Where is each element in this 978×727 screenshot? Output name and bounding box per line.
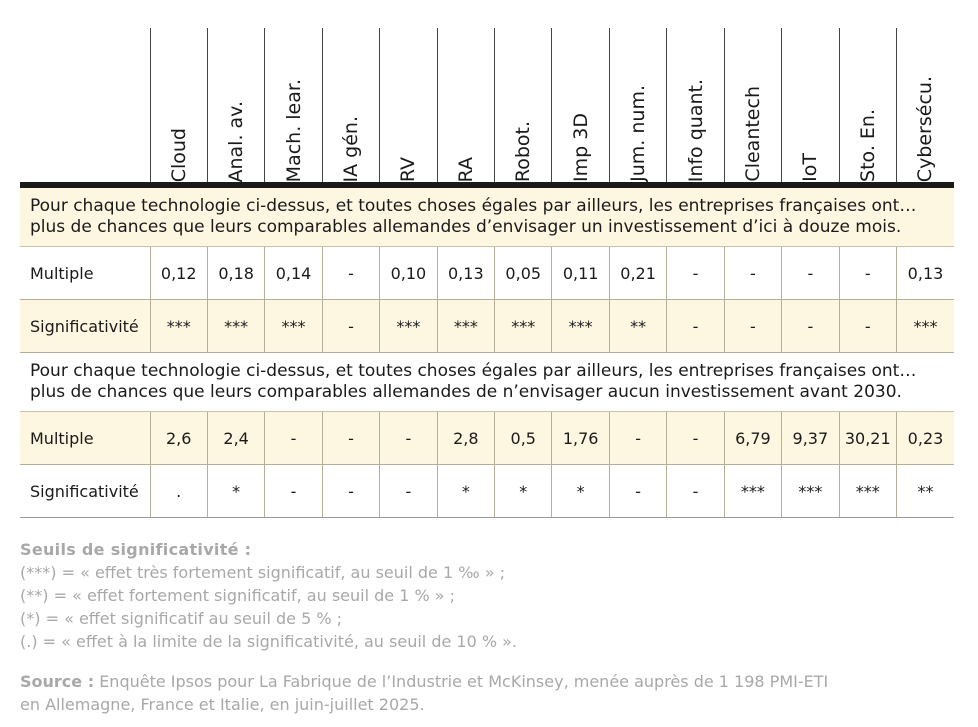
signif-value: - — [724, 300, 781, 353]
multiple-value: 9,37 — [782, 412, 839, 465]
technology-label: Cloud — [167, 127, 190, 182]
technology-header — [265, 28, 322, 185]
technology-header — [380, 28, 437, 185]
signif-value: - — [265, 465, 322, 518]
signif-value: *** — [380, 300, 437, 353]
legend-line: (.) = « effet à la limite de la significativité, au seuil de 10 % ». — [20, 632, 518, 651]
technology-label: Info quant. — [684, 78, 707, 182]
technology-header — [150, 28, 207, 185]
section2-multiple-row — [20, 412, 954, 465]
results-table — [20, 28, 954, 518]
signif-value: *** — [782, 465, 839, 518]
signif-value: - — [839, 300, 896, 353]
section2-multiple-label: Multiple — [20, 412, 150, 465]
technology-header — [609, 28, 666, 185]
signif-value: ** — [896, 465, 954, 518]
signif-value: . — [150, 465, 207, 518]
technology-label: Jum. num. — [627, 85, 650, 182]
technology-label: Robot. — [512, 120, 535, 182]
section2-signif-row — [20, 465, 954, 518]
signif-value: *** — [265, 300, 322, 353]
section1-multiple-row — [20, 247, 954, 300]
multiple-value: - — [839, 247, 896, 300]
signif-value: *** — [207, 300, 264, 353]
multiple-value: 2,8 — [437, 412, 494, 465]
source-text-line2: en Allemagne, France et Italie, en juin-juillet 2025. — [20, 695, 425, 714]
signif-value: * — [495, 465, 552, 518]
multiple-value: 0,18 — [207, 247, 264, 300]
technology-header — [667, 28, 724, 185]
signif-value: *** — [552, 300, 609, 353]
technology-label: IA gén. — [339, 115, 362, 182]
signif-value: ** — [609, 300, 666, 353]
multiple-value: - — [322, 412, 379, 465]
technology-header — [839, 28, 896, 185]
multiple-value: 0,14 — [265, 247, 322, 300]
signif-value: - — [667, 465, 724, 518]
multiple-value: 1,76 — [552, 412, 609, 465]
signif-value: *** — [839, 465, 896, 518]
signif-value: - — [322, 465, 379, 518]
multiple-value: 0,5 — [495, 412, 552, 465]
signif-value: *** — [495, 300, 552, 353]
technology-header — [782, 28, 839, 185]
multiple-value: - — [667, 412, 724, 465]
technology-header — [207, 28, 264, 185]
multiple-value: - — [265, 412, 322, 465]
signif-value: - — [322, 300, 379, 353]
multiple-value: 0,11 — [552, 247, 609, 300]
technology-label: Anal. av. — [225, 100, 248, 182]
multiple-value: 6,79 — [724, 412, 781, 465]
technology-header — [437, 28, 494, 185]
signif-value: - — [667, 300, 724, 353]
signif-value: *** — [437, 300, 494, 353]
multiple-value: - — [609, 412, 666, 465]
signif-value: - — [782, 300, 839, 353]
multiple-value: 0,21 — [609, 247, 666, 300]
technology-label: IoT — [799, 153, 822, 182]
section1-signif-label: Significativité — [20, 300, 150, 353]
signif-value: *** — [724, 465, 781, 518]
technology-label: Cleantech — [741, 86, 764, 182]
source-text-line1: Enquête Ipsos pour La Fabrique de l’Industrie et McKinsey, menée auprès de 1 198 PMI-ETI — [94, 672, 829, 691]
technology-label: RV — [397, 156, 420, 182]
section1-multiple-label: Multiple — [20, 247, 150, 300]
multiple-value: 0,23 — [896, 412, 954, 465]
technology-header — [896, 28, 954, 185]
section1-note-row — [20, 185, 954, 247]
multiple-value: - — [782, 247, 839, 300]
multiple-value: 0,13 — [896, 247, 954, 300]
multiple-value: 0,13 — [437, 247, 494, 300]
section2-note-line2: plus de chances que leurs comparables allemandes de n’envisager aucun investissement avant 2030. — [30, 382, 902, 402]
section1-note — [20, 185, 954, 247]
signif-value: * — [207, 465, 264, 518]
multiple-value: 2,6 — [150, 412, 207, 465]
technology-header — [724, 28, 781, 185]
source-label: Source : — [20, 672, 95, 691]
technology-label: Mach. lear. — [282, 78, 305, 182]
technology-header — [495, 28, 552, 185]
multiple-value: 2,4 — [207, 412, 264, 465]
signif-value: * — [437, 465, 494, 518]
multiple-value: - — [667, 247, 724, 300]
section1-note-line1: Pour chaque technologie ci-dessus, et toutes choses égales par ailleurs, les entreprises françaises ont… — [30, 196, 917, 216]
technology-header-row — [20, 28, 954, 185]
multiple-value: 0,12 — [150, 247, 207, 300]
source-note — [20, 670, 960, 716]
signif-value: - — [380, 465, 437, 518]
technology-label: Imp 3D — [569, 113, 592, 182]
section2-note — [20, 353, 954, 412]
signif-value: - — [609, 465, 666, 518]
signif-value: *** — [150, 300, 207, 353]
legend-line: (**) = « effet fortement significatif, au seuil de 1 % » ; — [20, 586, 456, 605]
multiple-value: 30,21 — [839, 412, 896, 465]
legend-line: (*) = « effet significatif au seuil de 5 % ; — [20, 609, 343, 628]
multiple-value: - — [724, 247, 781, 300]
section2-note-row — [20, 353, 954, 412]
legend-title: Seuils de significativité : — [20, 540, 252, 559]
technology-header — [552, 28, 609, 185]
technology-label: RA — [454, 156, 477, 182]
multiple-value: - — [322, 247, 379, 300]
technology-header — [322, 28, 379, 185]
section1-note-line2: plus de chances que leurs comparables allemandes d’envisager un investissement d’ici à douze mois. — [30, 217, 902, 237]
technology-label: Sto. En. — [856, 109, 879, 182]
multiple-value: 0,05 — [495, 247, 552, 300]
section1-signif-row — [20, 300, 954, 353]
section2-signif-label: Significativité — [20, 465, 150, 518]
technology-label: Cybersécu. — [914, 75, 937, 182]
section2-note-line1: Pour chaque technologie ci-dessus, et toutes choses égales par ailleurs, les entreprises françaises ont… — [30, 361, 917, 381]
significance-legend — [20, 538, 960, 653]
header-corner — [20, 28, 150, 185]
legend-line: (***) = « effet très fortement significatif, au seuil de 1 ‰ » ; — [20, 563, 506, 582]
signif-value: *** — [896, 300, 954, 353]
signif-value: * — [552, 465, 609, 518]
multiple-value: - — [380, 412, 437, 465]
multiple-value: 0,10 — [380, 247, 437, 300]
